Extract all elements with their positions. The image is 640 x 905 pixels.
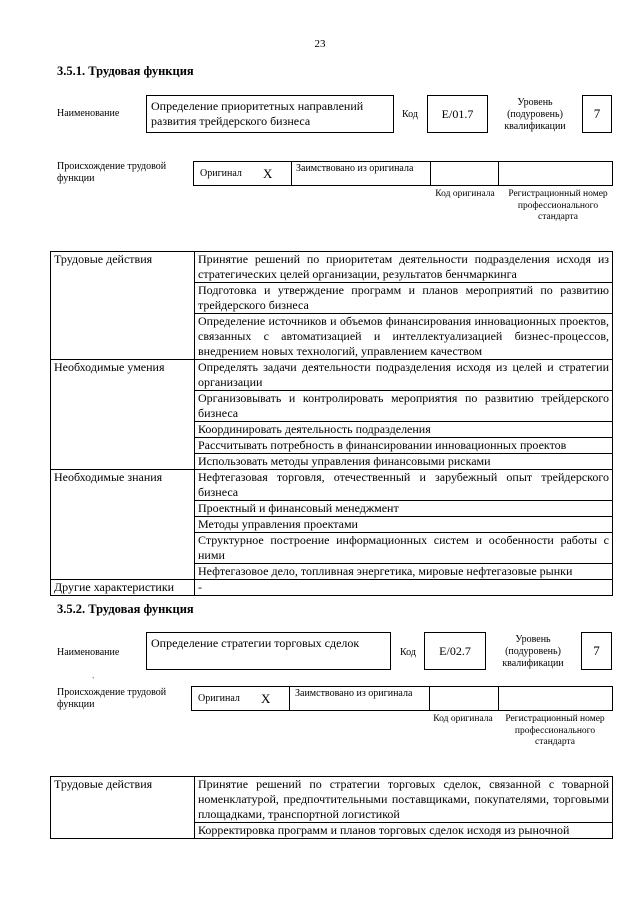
level-value: 7 [581,632,612,670]
table-cell: Организовывать и контролировать мероприятия по развитию трейдерского бизнеса [195,391,613,422]
code-label: Код [400,647,416,658]
table-cell: Методы управления проектами [195,517,613,533]
reg-num-label: Регистрационный номер профессионального стандарта [505,714,605,747]
borrowed-label: Заимствовано из оригинала [296,163,414,174]
table-cell: Структурное построение информационных систем и особенности работы с ними [195,533,613,564]
row-label: Необходимые знания [51,470,195,580]
origin-table [191,686,613,711]
table-cell: Использовать методы управления финансовыми рисками [195,454,613,470]
original-label: Оригинал [198,693,240,704]
function-name: Определение приоритетных направлений развития трейдерского бизнеса [146,95,394,133]
reg-num-label: Регистрационный номер профессионального стандарта [508,189,608,222]
function-name: Определение стратегии торговых сделок [146,632,391,670]
name-label: Наименование [57,647,120,658]
origin-label: Происхождение трудовой функции [57,687,167,710]
original-label: Оригинал [200,168,242,179]
table-cell: Принятие решений по стратегии торговых сделок, связанной с товарной номенклатурой, предпочтительными поставщиками, покупателями, торговыми площадками, транспортной логистикой [195,777,613,823]
table-cell: Нефтегазовое дело, топливная энергетика, мировые нефтегазовые рынки [195,564,613,580]
name-label: Наименование [57,108,120,119]
code-orig-label: Код оригинала [435,189,495,199]
function-details-table [50,251,613,596]
function-code: E/01.7 [427,95,488,133]
original-mark: X [263,166,273,181]
row-label: Трудовые действия [51,777,195,839]
table-cell: Рассчитывать потребность в финансировании инновационных проектов [195,438,613,454]
section-title: 3.5.1. Трудовая функция [57,64,194,78]
row-label: Другие характеристики [51,580,195,596]
row-label: Трудовые действия [51,252,195,360]
code-orig-label: Код оригинала [433,714,493,724]
table-cell: Определять задачи деятельности подразделения исходя из целей и стратегии организации [195,360,613,391]
row-label: Необходимые умения [51,360,195,470]
table-cell: Принятие решений по приоритетам деятельности подразделения исходя из стратегических целей организации, результатов бенчмаркинга [195,252,613,283]
level-value: 7 [582,95,612,133]
function-details-table [50,776,613,839]
origin-label: Происхождение трудовой функции [57,161,167,184]
level-label: Уровень (подуровень) квалификации [502,634,564,669]
table-cell: - [195,580,613,596]
table-cell: Определение источников и объемов финансирования инновационных проектов, связанных с автоматизацией и интеллектуализацией бизнес-процессов, внедрением новых технологий, управлением качеством [195,314,613,360]
table-cell: Корректировка программ и планов торговых сделок исходя из рыночной [195,823,613,839]
table-cell: Проектный и финансовый менеджмент [195,501,613,517]
borrowed-label: Заимствовано из оригинала [295,688,413,699]
level-label: Уровень (подуровень) квалификации [504,97,566,132]
table-cell: Нефтегазовая торговля, отечественный и зарубежный опыт трейдерского бизнеса [195,470,613,501]
code-label: Код [402,109,418,120]
function-code: E/02.7 [424,632,486,670]
page-number: 23 [314,38,326,50]
table-cell: Подготовка и утверждение программ и планов мероприятий по развитию трейдерского бизнеса [195,283,613,314]
origin-table [193,161,613,186]
section-title: 3.5.2. Трудовая функция [57,602,194,616]
table-cell: Координировать деятельность подразделения [195,422,613,438]
original-mark: X [261,691,271,706]
stray-mark: ˋ [92,676,95,685]
